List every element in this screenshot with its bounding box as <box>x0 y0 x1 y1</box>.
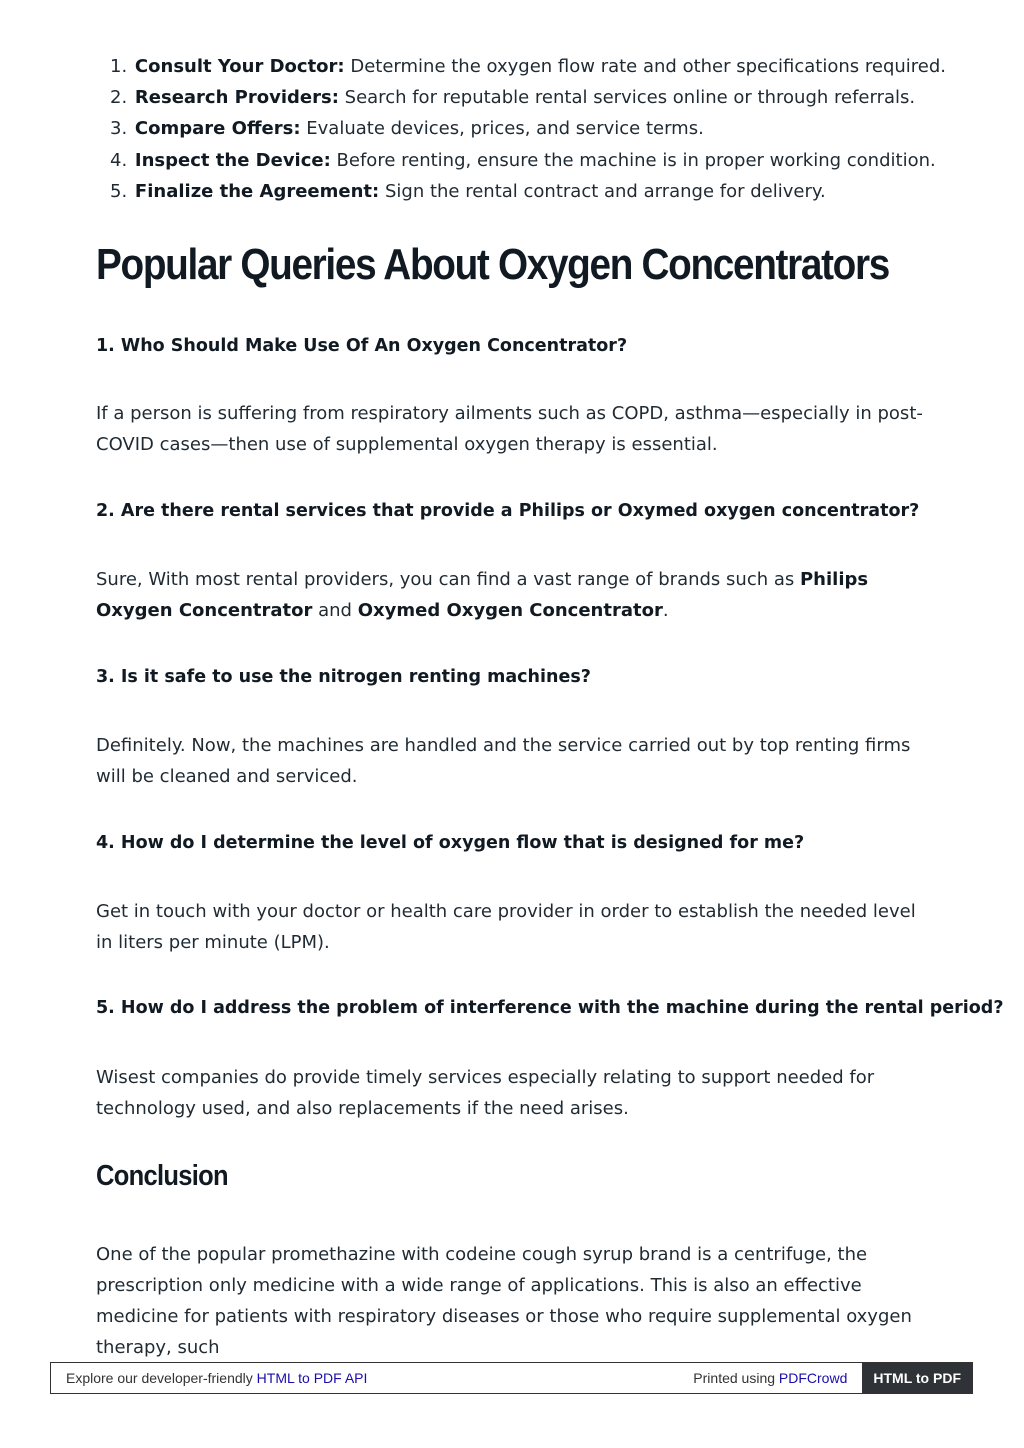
step-text: Before renting, ensure the machine is in proper working condition. <box>336 149 936 171</box>
list-number: 5. <box>110 180 128 202</box>
brand-oxymed: Oxymed Oxygen Concentrator <box>357 600 663 621</box>
html-to-pdf-api-link[interactable]: HTML to PDF API <box>256 1370 368 1386</box>
answer-text: Sure, With most rental providers, you can find a vast range of brands such as <box>96 569 800 590</box>
faq-question-3: 3. Is it safe to use the nitrogen renting machines? <box>96 667 591 687</box>
faq-answer-1: If a person is suffering from respiratory ailments such as COPD, asthma—especially in post-COVID cases—then use of supplemental oxygen therapy is essential. <box>96 403 923 455</box>
pdfcrowd-footer <box>50 1362 973 1394</box>
step-title: Inspect the Device: <box>134 149 331 171</box>
faq-question-1: 1. Who Should Make Use Of An Oxygen Concentrator? <box>96 336 628 356</box>
rental-steps-list <box>110 51 950 207</box>
step-text: Search for reputable rental services online or through referrals. <box>344 87 916 109</box>
conclusion-heading: Conclusion <box>96 1160 228 1192</box>
list-number: 4. <box>110 149 128 171</box>
section-heading: Popular Queries About Oxygen Concentrators <box>96 240 889 289</box>
answer-text: . <box>662 600 669 621</box>
faq-answer-4: Get in touch with your doctor or health care provider in order to establish the needed level in liters per minute (LPM). <box>96 901 916 953</box>
faq-answer-2 <box>96 564 936 626</box>
footer-left <box>51 1370 693 1386</box>
list-item <box>110 51 950 82</box>
step-title: Finalize the Agreement: <box>134 180 380 202</box>
faq-question-5: 5. How do I address the problem of interference with the machine during the rental period? <box>96 998 1004 1018</box>
list-item <box>110 113 950 144</box>
list-item <box>110 82 950 113</box>
faq-question-4: 4. How do I determine the level of oxygen flow that is designed for me? <box>96 833 805 853</box>
faq-question-2: 2. Are there rental services that provide a Philips or Oxymed oxygen concentrator? <box>96 501 920 521</box>
step-text: Determine the oxygen flow rate and other specifications required. <box>350 56 947 77</box>
list-item <box>110 176 950 207</box>
answer-text: and <box>312 600 358 621</box>
step-text: Evaluate devices, prices, and service terms. <box>306 118 704 140</box>
footer-left-text: Explore our developer-friendly <box>66 1370 257 1386</box>
faq-answer-3: Definitely. Now, the machines are handled and the service carried out by top renting firms will be cleaned and serviced. <box>96 735 911 787</box>
step-title: Compare Offers: <box>134 118 301 140</box>
footer-mid-text: Printed using <box>693 1370 779 1386</box>
conclusion-text: One of the popular promethazine with codeine cough syrup brand is a centrifuge, the prescription only medicine with a wide range of applications. This is also an effective medicine for patients with respiratory diseases or those who require supplemental oxygen therapy, such <box>96 1244 912 1358</box>
list-number: 1. <box>110 56 128 77</box>
step-text: Sign the rental contract and arrange for delivery. <box>384 180 826 202</box>
list-number: 3. <box>110 118 128 140</box>
faq-answer-5: Wisest companies do provide timely services especially relating to support needed for technology used, and also replacements if the need arises. <box>96 1067 875 1119</box>
step-title: Research Providers: <box>134 87 339 109</box>
footer-mid <box>693 1370 862 1386</box>
pdfcrowd-link[interactable]: PDFCrowd <box>778 1370 848 1386</box>
list-number: 2. <box>110 87 128 109</box>
html-to-pdf-badge[interactable]: HTML to PDF <box>862 1363 972 1393</box>
brand-philips: Philips Oxygen Concentrator <box>96 569 869 621</box>
list-item <box>110 145 950 176</box>
step-title: Consult Your Doctor: <box>134 56 345 77</box>
